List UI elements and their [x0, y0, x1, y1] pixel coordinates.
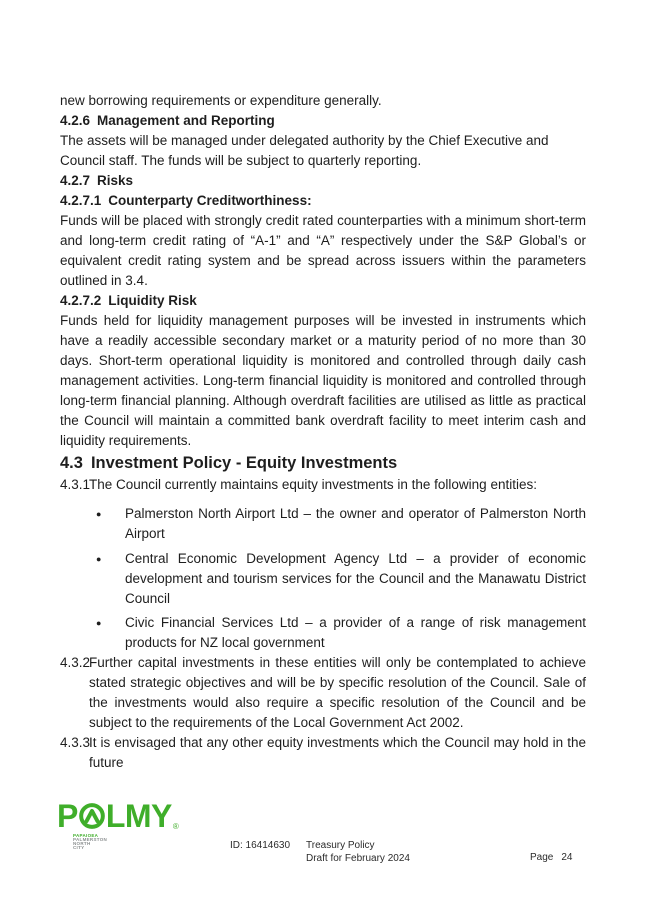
section-title: Risks	[97, 173, 134, 188]
paragraph-4-2-7-2: Funds held for liquidity management purposes will be invested in instruments which have a readily accessible secondary market or a maturity period of no more than 30 days. Short-term operational liquidity is monitored and controlled through daily cash management activities. Long-term financial liquidity is monitored and controlled through long-term financial planning. Although overdraft facilities are utilised as little as practical the Council will maintain a committed bank overdraft facility to meet interim cash and liquidity requirements.	[60, 313, 586, 448]
bullet-text: Palmerston North Airport Ltd – the owner and operator of Palmerston North Airport	[125, 506, 586, 541]
section-title: Management and Reporting	[97, 113, 275, 128]
section-number: 4.2.7	[60, 173, 91, 188]
section-heading-4-2-7-1	[60, 191, 586, 211]
logo-tagline	[73, 834, 178, 850]
footer-page-number: 24	[561, 852, 573, 863]
bullet-item	[60, 549, 586, 609]
section-heading-4-3	[60, 451, 586, 475]
tagline-line: PAPAIOEA	[73, 833, 99, 838]
footer-page-indicator	[530, 852, 572, 864]
bullet-icon: ●	[96, 509, 102, 519]
palmy-logo	[57, 798, 179, 850]
bullet-icon: ●	[96, 554, 102, 564]
lead-paragraph: new borrowing requirements or expenditure generally.	[60, 93, 382, 108]
paragraph-text: Further capital investments in these entities will only be contemplated to achieve stated strategic objectives and will be by specific resolution of the Council. Sale of the investments would also require a specific resolution of the Council and be subject to the requirements of the Local Government Act 2002.	[89, 655, 586, 730]
paragraph-4-2-6: The assets will be managed under delegated authority by the Chief Executive and Council staff. The funds will be subject to quarterly reporting.	[60, 133, 549, 168]
paragraph-number: 4.3.3	[60, 735, 91, 750]
paragraph-4-3-1	[60, 475, 586, 495]
section-title: Liquidity Risk	[108, 293, 197, 308]
section-heading-4-2-7-2	[60, 291, 586, 311]
section-heading-4-2-6	[60, 111, 586, 131]
paragraph-number: 4.3.2	[60, 655, 91, 670]
section-title: Counterparty Creditworthiness:	[108, 193, 312, 208]
footer-page-label: Page	[530, 852, 554, 863]
logo-a-icon	[79, 803, 105, 829]
section-number: 4.3	[60, 454, 83, 472]
bullet-text: Civic Financial Services Ltd – a provider of a range of risk management products for NZ local government	[125, 615, 586, 650]
bullet-item	[60, 613, 586, 653]
section-number: 4.2.7.1	[60, 193, 102, 208]
logo-letter-p: P	[57, 798, 78, 834]
footer-doc-title-block	[306, 840, 410, 865]
section-number: 4.2.6	[60, 113, 91, 128]
registered-trademark-icon: ®	[172, 822, 179, 831]
paragraph-4-2-7-1: Funds will be placed with strongly credit rated counterparties with a minimum short-term and long-term credit rating of “A-1” and “A” respectively under the S&P Global’s or equivalent credit rating system and be spread across issuers within the parameters outlined in 3.4.	[60, 213, 586, 288]
tagline-line: NORTH	[73, 841, 91, 846]
bullet-text: Central Economic Development Agency Ltd – a provider of economic development and tourism services for the Council and the Manawatu District Council	[125, 551, 586, 606]
paragraph-text: It is envisaged that any other equity investments which the Council may hold in the future	[89, 735, 586, 770]
footer-doc-subtitle: Draft for February 2024	[306, 852, 410, 864]
section-heading-4-2-7	[60, 171, 586, 191]
bullet-icon: ●	[96, 618, 102, 628]
section-title: Investment Policy - Equity Investments	[90, 454, 398, 472]
paragraph-4-3-2	[60, 653, 586, 733]
tagline-line: PALMERSTON	[73, 837, 108, 842]
paragraph-4-3-3	[60, 733, 586, 773]
bullet-item	[60, 504, 586, 544]
footer-doc-id: ID: 16414630	[230, 840, 291, 851]
logo-letters-lmy: LMY	[105, 798, 172, 834]
paragraph-text: The Council currently maintains equity investments in the following entities:	[89, 477, 537, 492]
section-number: 4.2.7.2	[60, 293, 102, 308]
footer-doc-title: Treasury Policy	[306, 840, 375, 851]
tagline-line: CITY	[73, 845, 85, 850]
logo-wordmark	[57, 798, 179, 834]
paragraph-number: 4.3.1	[60, 477, 91, 492]
